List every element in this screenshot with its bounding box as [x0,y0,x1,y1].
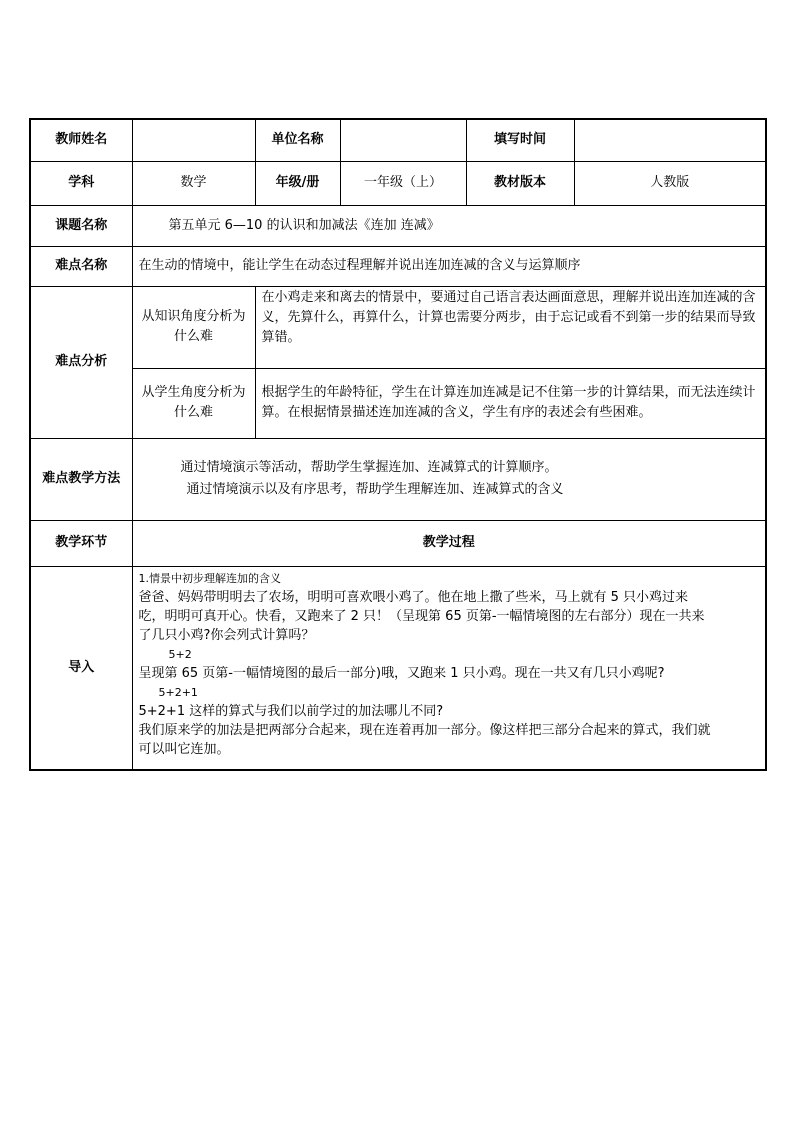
knowledge-angle-label: 从知识角度分析为什么难 [132,286,255,368]
difficulty-row [30,246,766,286]
teacher-name-label: 教师姓名 [30,119,132,161]
difficulty-value: 在生动的情境中，能让学生在动态过程理解并说出连加连减的含义与运算顺序 [132,246,766,286]
intro-stage-label: 导入 [30,566,132,770]
intro-line: 爸爸、妈妈带明明去了农场，明明可喜欢喂小鸡了。他在地上撒了些米，马上就有 5 只小鸡过来 [138,589,689,605]
knowledge-angle-text: 在小鸡走来和离去的情景中，要通过自己语言表达画面意思，理解并说出连加连减的含义，先算什么，再算什么，计算也需要分两步，由于忘记或看不到第一步的结果而导致算错。 [255,286,766,368]
lesson-plan-table [29,118,767,771]
unit-name-value [340,119,466,161]
difficulty-label: 难点名称 [30,246,132,286]
topic-value: 第五单元 6—10 的认识和加减法《连加 连减》 [132,205,766,246]
textbook-value: 人教版 [574,161,766,205]
method-line-1: 通过情境演示等活动，帮助学生掌握连加、连减算式的计算顺序。 [180,460,558,475]
method-row [30,438,766,520]
topic-row [30,205,766,246]
analysis-knowledge-row [30,286,766,368]
intro-heading: 1.情景中初步理解连加的含义 [138,571,281,585]
header-row-2 [30,161,766,205]
analysis-student-row [30,368,766,438]
intro-formula: 5+2+1 [158,685,198,699]
subject-label: 学科 [30,161,132,205]
stage-header: 教学环节 [30,520,132,566]
unit-name-label: 单位名称 [255,119,340,161]
intro-process [132,566,766,770]
process-header: 教学过程 [132,520,766,566]
teacher-name-value [132,119,255,161]
intro-line: 我们原来学的加法是把两部分合起来，现在连着再加一部分。像这样把三部分合起来的算式，我们就 [138,722,711,738]
analysis-label: 难点分析 [30,286,132,438]
process-header-row [30,520,766,566]
method-line-2: 通过情境演示以及有序思考，帮助学生理解连加、连减算式的含义 [186,482,564,497]
student-angle-label: 从学生角度分析为什么难 [132,368,255,438]
method-label: 难点教学方法 [30,438,132,520]
intro-row [30,566,766,770]
intro-line: 呈现第 65 页第-一幅情境图的最后一部分)哦，又跑来 1 只小鸡。现在一共又有几只小鸡呢? [138,665,665,681]
grade-label: 年级/册 [255,161,340,205]
header-row-1 [30,119,766,161]
subject-value: 数学 [132,161,255,205]
grade-value: 一年级（上） [340,161,466,205]
method-content [132,438,766,520]
textbook-label: 教材版本 [466,161,574,205]
fill-time-label: 填写时间 [466,119,574,161]
student-angle-text: 根据学生的年龄特征，学生在计算连加连减是记不住第一步的计算结果，而无法连续计算。在根据情景描述连加连减的含义，学生有序的表述会有些困难。 [255,368,766,438]
topic-label: 课题名称 [30,205,132,246]
intro-line: 5+2+1 这样的算式与我们以前学过的加法哪儿不同? [138,703,444,719]
intro-line: 可以叫它连加。 [138,741,230,757]
fill-time-value [574,119,766,161]
intro-formula: 5+2 [168,647,192,661]
intro-line: 了几只小鸡?你会列式计算吗？ [138,627,315,643]
intro-line: 吃，明明可真开心。快看，又跑来了 2 只！（呈现第 65 页第-一幅情境图的左右部分）现在一共来 [138,608,705,624]
